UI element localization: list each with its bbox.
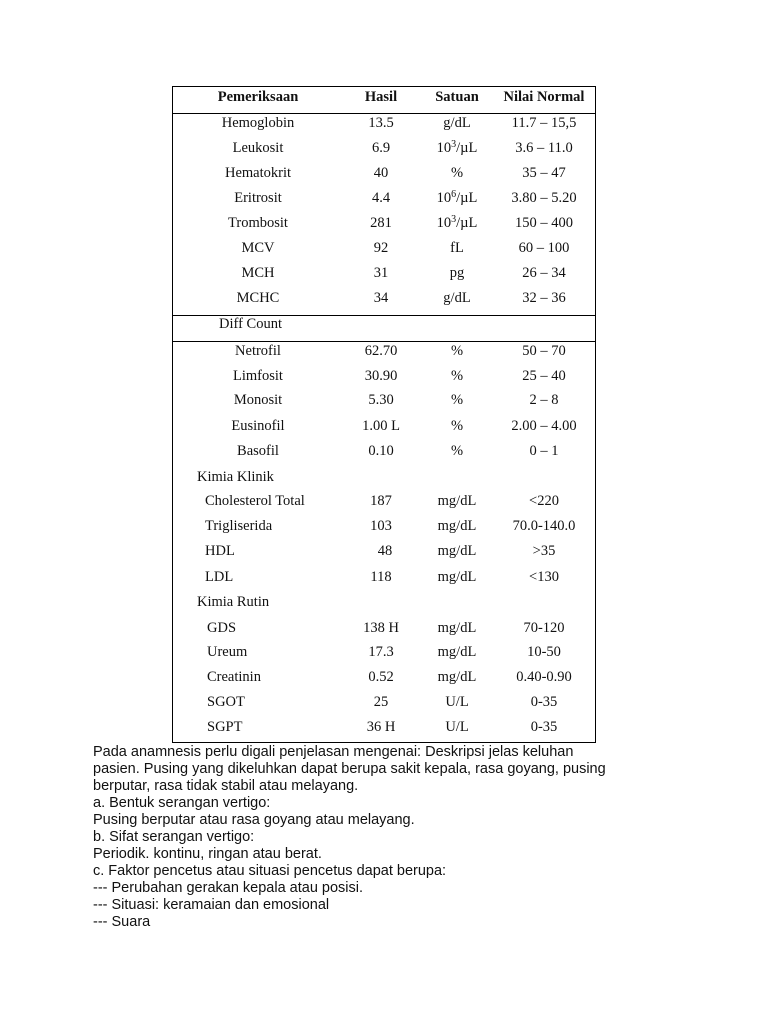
narrative-line: berputar, rasa tidak stabil atau melayang. xyxy=(93,778,359,794)
narrative-line: --- Suara xyxy=(93,914,151,930)
table-row xyxy=(173,138,595,158)
narrative-line: pasien. Pusing yang dikeluhkan dapat berupa sakit kepala, rasa goyang, pusing xyxy=(93,761,606,777)
section-title: Diff Count xyxy=(219,316,282,332)
exam-unit: mg/dL xyxy=(437,543,477,559)
exam-unit: U/L xyxy=(445,694,469,710)
exam-result: 13.5 xyxy=(368,115,394,131)
narrative-line: Pusing berputar atau rasa goyang atau melayang. xyxy=(93,812,415,828)
unit-exponent: 3 xyxy=(451,214,457,225)
exam-result: 1.00 L xyxy=(362,418,400,434)
exam-unit xyxy=(419,188,495,210)
exam-unit: g/dL xyxy=(443,115,471,131)
table-row xyxy=(173,516,595,536)
exam-normal: <220 xyxy=(529,493,559,509)
narrative-line: b. Sifat serangan vertigo: xyxy=(93,829,255,845)
unit-rest: /µL xyxy=(456,215,478,231)
exam-result: 34 xyxy=(373,290,389,306)
exam-normal: 2 – 8 xyxy=(529,392,559,408)
table-row xyxy=(173,213,595,233)
table-row xyxy=(173,341,595,361)
exam-normal: 10-50 xyxy=(527,644,561,660)
diff-count-section xyxy=(173,314,595,334)
exam-normal: 26 – 34 xyxy=(522,265,566,281)
exam-name: Creatinin xyxy=(207,669,261,685)
exam-name: Monosit xyxy=(233,392,283,408)
table-row xyxy=(173,667,595,687)
table-row xyxy=(173,390,595,410)
unit-base: 10 xyxy=(436,190,452,206)
exam-unit: % xyxy=(450,368,464,384)
unit-rest: /µL xyxy=(456,190,478,206)
header-exam: Pemeriksaan xyxy=(217,89,299,105)
narrative-line: c. Faktor pencetus atau situasi pencetus dapat berupa: xyxy=(93,863,447,879)
exam-normal: 32 – 36 xyxy=(522,290,566,306)
exam-result: 40 xyxy=(373,165,389,181)
exam-name: Hematokrit xyxy=(224,165,292,181)
exam-normal: 70.0-140.0 xyxy=(512,518,576,534)
exam-unit: mg/dL xyxy=(437,518,477,534)
exam-name: HDL xyxy=(205,543,235,559)
exam-result: 187 xyxy=(370,493,392,509)
table-row xyxy=(173,441,595,461)
table-row xyxy=(173,416,595,436)
exam-unit: mg/dL xyxy=(437,669,477,685)
table-row xyxy=(173,491,595,511)
exam-name: Leukosit xyxy=(232,140,284,156)
exam-result: 92 xyxy=(373,240,389,256)
exam-result: 31 xyxy=(373,265,389,281)
exam-normal: 0-35 xyxy=(530,694,558,710)
table-row xyxy=(173,366,595,386)
exam-normal: 3.6 – 11.0 xyxy=(515,140,573,156)
narrative-line: --- Perubahan gerakan kepala atau posisi. xyxy=(93,880,364,896)
exam-name: Hemoglobin xyxy=(221,115,295,131)
exam-unit: pg xyxy=(449,265,465,281)
exam-unit xyxy=(419,213,495,235)
exam-name: Eusinofil xyxy=(231,418,285,434)
exam-name: LDL xyxy=(205,569,234,585)
exam-normal: 50 – 70 xyxy=(522,343,566,359)
exam-name: Trombosit xyxy=(228,215,288,231)
table-row xyxy=(173,618,595,638)
table-row xyxy=(173,288,595,308)
exam-name: Basofil xyxy=(237,443,279,459)
unit-exponent: 6 xyxy=(451,189,457,200)
exam-name: Eritrosit xyxy=(234,190,282,206)
table-row xyxy=(173,263,595,283)
exam-unit: % xyxy=(450,392,464,408)
table-row xyxy=(173,163,595,183)
exam-result: 6.9 xyxy=(371,140,391,156)
unit-exponent: 3 xyxy=(451,139,457,150)
table-row xyxy=(173,238,595,258)
table-row xyxy=(173,541,595,561)
exam-result: 0.10 xyxy=(368,443,394,459)
exam-result: 138 H xyxy=(363,620,399,636)
exam-result: 0.52 xyxy=(368,669,394,685)
exam-normal: 0-35 xyxy=(530,719,558,735)
exam-normal: >35 xyxy=(532,543,556,559)
exam-unit: mg/dL xyxy=(437,569,477,585)
table-row xyxy=(173,717,595,737)
exam-result: 25 xyxy=(373,694,389,710)
exam-name: Trigliserida xyxy=(205,518,273,534)
exam-unit: fL xyxy=(450,240,464,256)
narrative-line: Pada anamnesis perlu digali penjelasan mengenai: Deskripsi jelas keluhan xyxy=(93,744,574,760)
header-result: Hasil xyxy=(364,89,398,105)
exam-name: MCV xyxy=(241,240,275,256)
exam-result: 62.70 xyxy=(364,343,398,359)
exam-normal: 25 – 40 xyxy=(522,368,566,384)
exam-unit: % xyxy=(450,418,464,434)
narrative-text xyxy=(93,744,653,931)
lab-results-table xyxy=(172,86,596,743)
exam-name: Ureum xyxy=(207,644,248,660)
exam-unit: g/dL xyxy=(443,290,471,306)
narrative-line: a. Bentuk serangan vertigo: xyxy=(93,795,271,811)
exam-result: 48 xyxy=(377,543,393,559)
exam-normal: 150 – 400 xyxy=(515,215,573,231)
header-unit: Satuan xyxy=(435,89,479,105)
unit-base: 10 xyxy=(436,140,452,156)
table-row xyxy=(173,567,595,587)
exam-result: 4.4 xyxy=(371,190,391,206)
exam-result: 17.3 xyxy=(368,644,394,660)
exam-unit: U/L xyxy=(445,719,469,735)
table-row xyxy=(173,692,595,712)
exam-result: 281 xyxy=(370,215,392,231)
exam-normal: 2.00 – 4.00 xyxy=(511,418,577,434)
exam-unit: % xyxy=(450,165,464,181)
exam-normal: 35 – 47 xyxy=(522,165,566,181)
header-normal: Nilai Normal xyxy=(503,89,585,105)
table-header-row xyxy=(173,87,595,107)
kimia-rutin-section xyxy=(173,592,595,612)
exam-unit: mg/dL xyxy=(437,493,477,509)
exam-name: Cholesterol Total xyxy=(205,493,305,509)
exam-result: 36 H xyxy=(366,719,396,735)
narrative-line: --- Situasi: keramaian dan emosional xyxy=(93,897,330,913)
exam-normal: 0.40-0.90 xyxy=(516,669,572,685)
exam-result: 5.30 xyxy=(368,392,394,408)
exam-name: Limfosit xyxy=(233,368,283,384)
exam-result: 30.90 xyxy=(364,368,398,384)
exam-normal: 11.7 – 15,5 xyxy=(511,115,577,131)
exam-result: 103 xyxy=(370,518,392,534)
section-title: Kimia Klinik xyxy=(197,469,274,485)
exam-name: Netrofil xyxy=(235,343,281,359)
table-row xyxy=(173,188,595,208)
exam-name: MCHC xyxy=(236,290,280,306)
exam-unit: mg/dL xyxy=(437,644,477,660)
table-row xyxy=(173,642,595,662)
exam-name: MCH xyxy=(241,265,275,281)
exam-normal: <130 xyxy=(529,569,559,585)
exam-name: SGPT xyxy=(207,719,243,735)
exam-name: SGOT xyxy=(207,694,245,710)
exam-unit: % xyxy=(450,343,464,359)
exam-unit: % xyxy=(450,443,464,459)
unit-rest: /µL xyxy=(456,140,478,156)
exam-normal: 60 – 100 xyxy=(518,240,570,256)
exam-unit xyxy=(419,138,495,160)
table-row xyxy=(173,113,595,133)
section-title: Kimia Rutin xyxy=(197,594,270,610)
unit-base: 10 xyxy=(436,215,452,231)
exam-name: GDS xyxy=(207,620,237,636)
exam-normal: 70-120 xyxy=(523,620,565,636)
exam-result: 118 xyxy=(370,569,392,585)
kimia-klinik-section xyxy=(173,467,595,487)
exam-normal: 0 – 1 xyxy=(529,443,559,459)
narrative-line: Periodik. kontinu, ringan atau berat. xyxy=(93,846,322,862)
exam-unit: mg/dL xyxy=(437,620,477,636)
exam-normal: 3.80 – 5.20 xyxy=(511,190,577,206)
